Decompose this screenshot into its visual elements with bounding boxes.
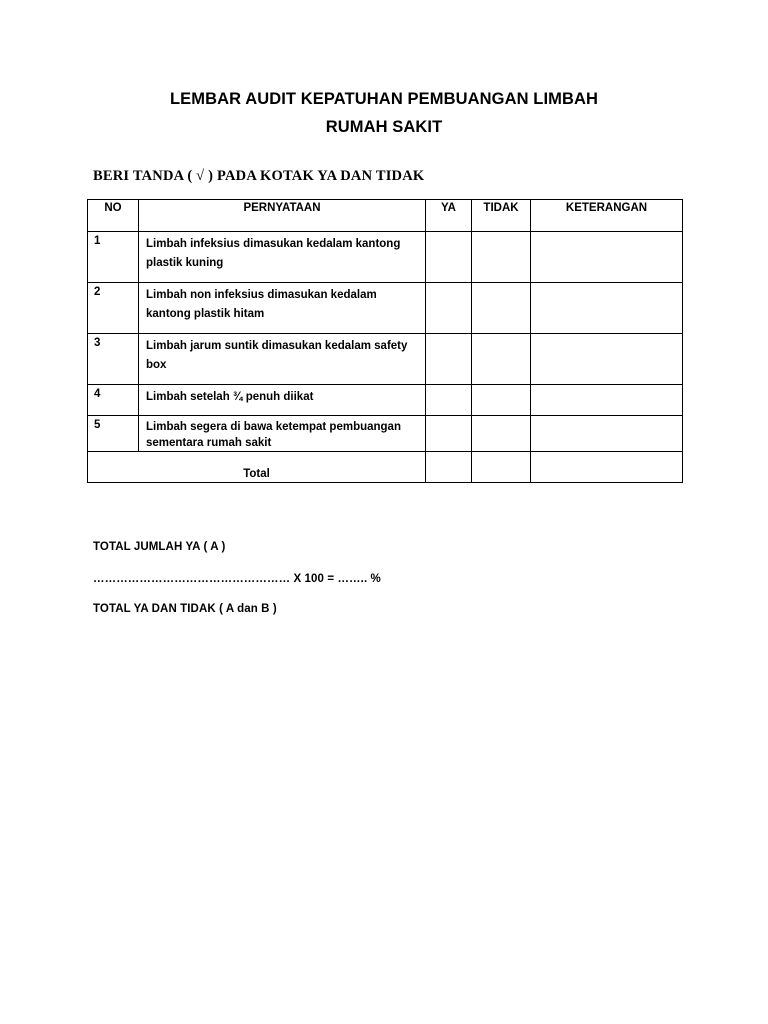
- table-row: [88, 334, 683, 385]
- row-number: 3: [88, 334, 139, 385]
- table-row: [88, 416, 683, 452]
- yes-checkbox-cell[interactable]: [426, 232, 472, 283]
- no-checkbox-cell[interactable]: [472, 283, 531, 334]
- document-title-line1: LEMBAR AUDIT KEPATUHAN PEMBUANGAN LIMBAH: [169, 90, 599, 108]
- notes-cell[interactable]: [531, 385, 683, 416]
- notes-cell[interactable]: [531, 416, 683, 452]
- instruction-text: BERI TANDA ( √ ) PADA KOTAK YA DAN TIDAK: [93, 168, 425, 184]
- header-notes: KETERANGAN: [531, 200, 683, 232]
- total-row: [88, 452, 683, 483]
- row-statement: Limbah jarum suntik dimasukan kedalam safety box: [139, 334, 426, 385]
- row-number: 4: [88, 385, 139, 416]
- header-no-answer: TIDAK: [472, 200, 531, 232]
- header-statement: PERNYATAAN: [139, 200, 426, 232]
- notes-cell[interactable]: [531, 232, 683, 283]
- row-number: 1: [88, 232, 139, 283]
- total-yes-no-label: TOTAL YA DAN TIDAK ( A dan B ): [93, 603, 277, 615]
- row-number: 2: [88, 283, 139, 334]
- total-yes-label: TOTAL JUMLAH YA ( A ): [93, 541, 226, 553]
- total-notes-cell[interactable]: [531, 452, 683, 483]
- header-yes: YA: [426, 200, 472, 232]
- no-checkbox-cell[interactable]: [472, 334, 531, 385]
- no-checkbox-cell[interactable]: [472, 416, 531, 452]
- row-statement: Limbah non infeksius dimasukan kedalam kantong plastik hitam: [139, 283, 426, 334]
- row-number: 5: [88, 416, 139, 452]
- no-checkbox-cell[interactable]: [472, 385, 531, 416]
- total-yes-cell[interactable]: [426, 452, 472, 483]
- table-header-row: [88, 200, 683, 232]
- row-statement: Limbah segera di bawa ketempat pembuangan sementara rumah sakit: [139, 416, 426, 452]
- total-no-cell[interactable]: [472, 452, 531, 483]
- yes-checkbox-cell[interactable]: [426, 334, 472, 385]
- header-no: NO: [88, 200, 139, 232]
- percentage-formula: …………………………………………… X 100 = …….. %: [93, 573, 381, 585]
- yes-checkbox-cell[interactable]: [426, 385, 472, 416]
- yes-checkbox-cell[interactable]: [426, 416, 472, 452]
- document-title-line2: RUMAH SAKIT: [325, 118, 443, 136]
- row-statement: Limbah setelah ¾ penuh diikat: [139, 385, 426, 416]
- row-statement: Limbah infeksius dimasukan kedalam kantong plastik kuning: [139, 232, 426, 283]
- notes-cell[interactable]: [531, 283, 683, 334]
- table-row: [88, 232, 683, 283]
- no-checkbox-cell[interactable]: [472, 232, 531, 283]
- total-label: Total: [88, 452, 426, 483]
- notes-cell[interactable]: [531, 334, 683, 385]
- audit-table: [87, 199, 683, 483]
- table-row: [88, 283, 683, 334]
- yes-checkbox-cell[interactable]: [426, 283, 472, 334]
- table-row: [88, 385, 683, 416]
